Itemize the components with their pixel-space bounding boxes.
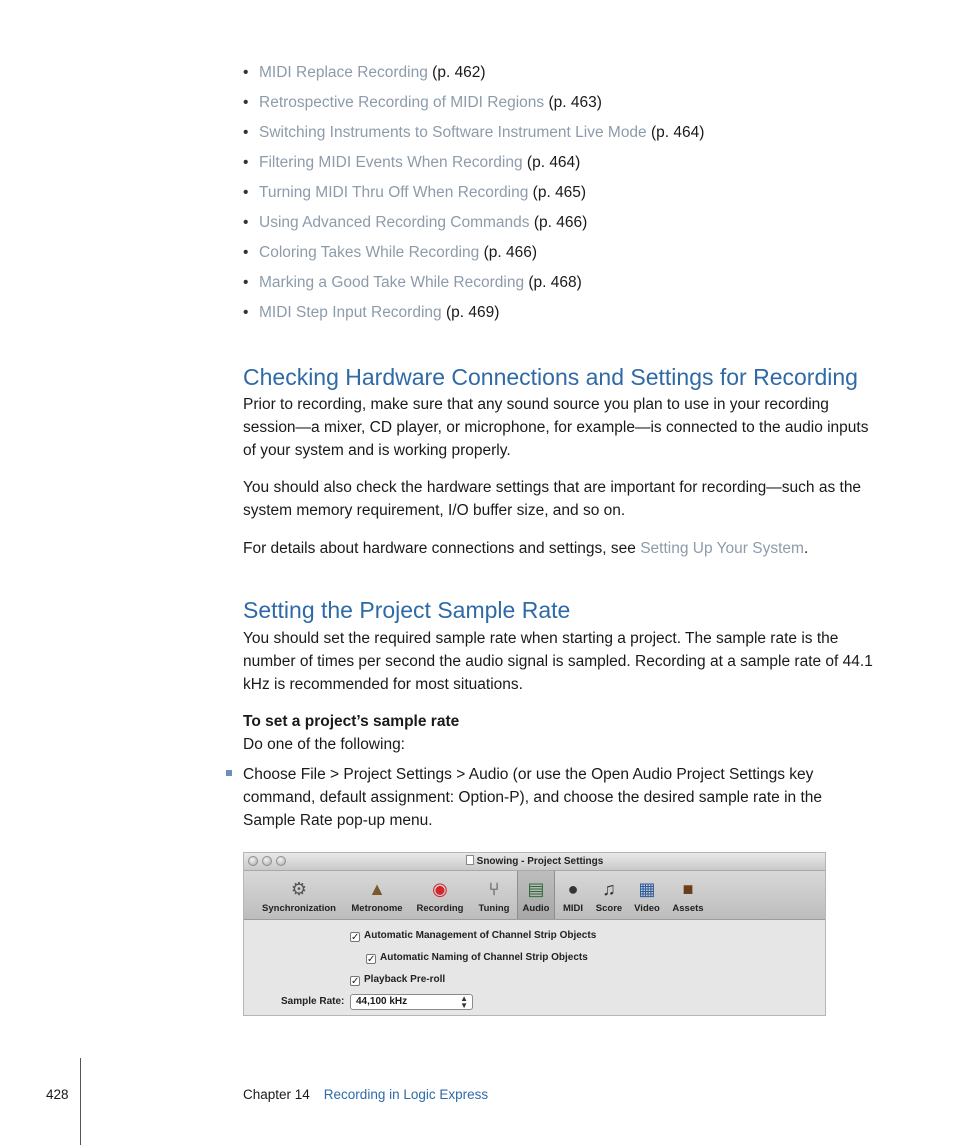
checkmark-icon: ✓ <box>351 976 360 987</box>
tab-recording[interactable]: ◉ Recording <box>416 879 464 914</box>
topic-link[interactable]: Using Advanced Recording Commands <box>259 214 530 231</box>
midi-plug-icon: ● <box>567 879 579 899</box>
list-item: • Retrospective Recording of MIDI Regions (p. 463) <box>243 94 602 111</box>
section-heading-hardware: Checking Hardware Connections and Settings for Recording <box>243 364 858 390</box>
list-item: • Marking a Good Take While Recording (p. 468) <box>243 274 582 291</box>
tab-assets[interactable]: ■ Assets <box>672 879 704 914</box>
paragraph-see-also <box>243 537 873 560</box>
task-intro: Do one of the following: <box>243 736 405 753</box>
page-ref: (p. 468) <box>528 274 582 291</box>
checkmark-icon: ✓ <box>367 954 376 965</box>
settings-toolbar <box>244 871 825 920</box>
topic-link[interactable]: Filtering MIDI Events When Recording <box>259 154 523 171</box>
audio-waveform-icon: ▤ <box>527 879 545 899</box>
checkbox-auto-management[interactable]: ✓ Automatic Management of Channel Strip Objects <box>351 930 597 943</box>
record-icon: ◉ <box>432 879 448 899</box>
task-step: Choose File > Project Settings > Audio (or use the Open Audio Project Settings key command, default assignment: Option-P), and choose the desired sample rate in the Sample Rate pop-up menu. <box>243 766 822 829</box>
score-notes-icon: ♫ <box>602 879 616 899</box>
tab-tuning[interactable]: ⑂ Tuning <box>478 879 510 914</box>
topic-link[interactable]: Turning MIDI Thru Off When Recording <box>259 184 529 201</box>
checkmark-icon: ✓ <box>351 932 360 943</box>
chapter-number: Chapter 14 <box>243 1087 310 1102</box>
list-item: • Switching Instruments to Software Instrument Live Mode (p. 464) <box>243 124 705 141</box>
tab-audio[interactable]: ▤ Audio <box>517 871 555 919</box>
page-ref: (p. 469) <box>445 304 500 321</box>
chapter-footer <box>243 1087 488 1102</box>
gears-icon: ⚙ <box>290 879 308 899</box>
tab-video[interactable]: ▦ Video <box>634 879 660 914</box>
tab-synchronization[interactable]: ⚙ Synchronization <box>262 879 336 914</box>
window-title: Snowing - Project Settings <box>244 855 825 867</box>
page-ref: (p. 465) <box>532 184 587 201</box>
topic-link[interactable]: Marking a Good Take While Recording <box>259 274 525 291</box>
page-ref: (p. 466) <box>533 214 588 231</box>
page-ref: (p. 463) <box>548 94 602 111</box>
tab-score[interactable]: ♫ Score <box>595 879 623 914</box>
section-heading-sample-rate: Setting the Project Sample Rate <box>243 597 571 623</box>
paragraph: Prior to recording, make sure that any sound source you plan to use in your recording session—a mixer, CD player, or microphone, for example—is connected to the audio inputs of your system and is working properly. <box>243 396 869 459</box>
page-ref: (p. 466) <box>483 244 537 261</box>
topic-link[interactable]: Retrospective Recording of MIDI Regions <box>259 94 545 111</box>
topic-link[interactable]: Coloring Takes While Recording <box>259 244 480 261</box>
text: . <box>803 540 809 557</box>
page-ref: (p. 464) <box>526 154 581 171</box>
window-titlebar <box>244 853 825 871</box>
tab-metronome[interactable]: ▲ Metronome <box>351 879 403 914</box>
project-settings-screenshot <box>243 852 826 1016</box>
list-item: • Turning MIDI Thru Off When Recording (p. 465) <box>243 184 587 201</box>
setting-up-link[interactable]: Setting Up Your System <box>640 540 804 557</box>
topic-link-list <box>243 62 704 332</box>
metronome-icon: ▲ <box>368 879 386 899</box>
topic-link[interactable]: MIDI Step Input Recording <box>259 304 442 321</box>
sample-rate-label: Sample Rate: <box>281 996 345 1007</box>
footer-divider <box>80 1058 81 1145</box>
page-number: 428 <box>46 1087 69 1102</box>
sample-rate-popup[interactable]: 44,100 kHz ▲ ▼ <box>350 994 473 1010</box>
film-icon: ▦ <box>638 879 656 899</box>
topic-link[interactable]: MIDI Replace Recording <box>259 64 428 81</box>
list-item: • Filtering MIDI Events When Recording (p. 464) <box>243 154 581 171</box>
page-ref: (p. 462) <box>432 64 486 81</box>
tuning-fork-icon: ⑂ <box>488 879 500 899</box>
task-title: To set a project’s sample rate <box>243 713 460 730</box>
chapter-title-link[interactable]: Recording in Logic Express <box>323 1087 489 1102</box>
document-icon <box>466 855 474 865</box>
paragraph: You should also check the hardware settings that are important for recording—such as the system memory requirement, I/O buffer size, and so on. <box>243 479 862 519</box>
list-item: • MIDI Replace Recording (p. 462) <box>243 64 486 81</box>
checkbox-playback-preroll[interactable]: ✓ Playback Pre-roll <box>351 974 446 987</box>
list-item: • Coloring Takes While Recording (p. 466) <box>243 244 537 261</box>
paragraph: You should set the required sample rate when starting a project. The sample rate is the number of times per second the audio signal is sampled. Recording at a sample rate of 44.1 kHz is recommended for most situations. <box>243 630 873 693</box>
topic-link[interactable]: Switching Instruments to Software Instrument Live Mode <box>259 124 647 141</box>
list-item: • MIDI Step Input Recording (p. 469) <box>243 304 500 321</box>
list-item: • Using Advanced Recording Commands (p. 466) <box>243 214 588 231</box>
checkbox-auto-naming[interactable]: ✓ Automatic Naming of Channel Strip Objects <box>367 952 588 965</box>
text: For details about hardware connections and settings, see <box>243 540 641 557</box>
page-ref: (p. 464) <box>651 124 705 141</box>
briefcase-icon: ■ <box>682 879 694 899</box>
tab-midi[interactable]: ● MIDI <box>562 879 584 914</box>
updown-arrows-icon: ▲ ▼ <box>460 994 468 1010</box>
bullet-square-icon <box>226 770 232 776</box>
